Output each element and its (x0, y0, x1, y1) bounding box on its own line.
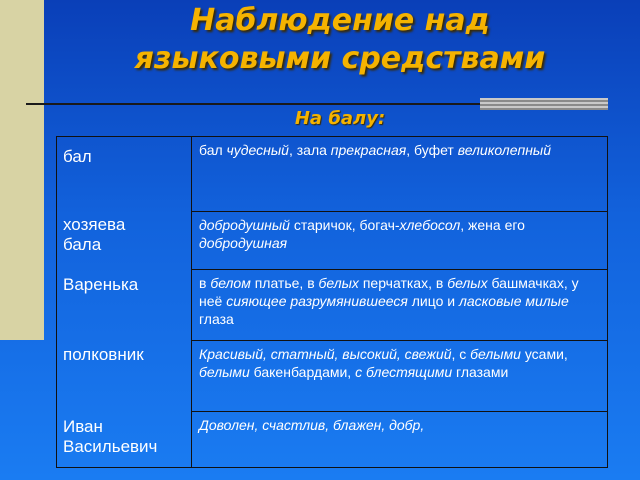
cell-description-ball (192, 137, 607, 212)
cell-character-colonel: полковник (63, 345, 144, 364)
description-text: Красивый, статный, высокий, свежий, с белыми усами, белыми бакенбардами, с блестящими глазами (199, 346, 568, 380)
observation-table (56, 136, 608, 468)
cell-character-ball: бал (63, 147, 92, 166)
description-text: добродушный старичок, богач-хлебосол, жена его добродушная (199, 217, 525, 251)
cell-description-varenka (192, 270, 607, 341)
slide-subtitle: На балу: (294, 108, 386, 129)
description-text: бал чудесный, зала прекрасная, буфет великолепный (199, 142, 551, 158)
cell-description-colonel (192, 341, 607, 412)
cell-character-hosts (63, 215, 189, 255)
description-text: в белом платье, в белых перчатках, в белых башмачках, у неё сияющее разрумянившееся лицо и ласковые милые глаза (199, 275, 579, 327)
cell-line: Васильевич (63, 437, 158, 456)
cell-description-hosts (192, 212, 607, 270)
slide-title (60, 2, 620, 78)
divider-stripes (480, 98, 608, 110)
cell-line: бала (63, 235, 102, 254)
decorative-side-bar (0, 0, 44, 340)
title-line-2: языковыми средствами (134, 41, 546, 76)
title-line-1: Наблюдение над (190, 3, 490, 38)
cell-line: Иван (63, 417, 103, 436)
characters-column (57, 137, 192, 467)
cell-description-ivan (192, 412, 607, 467)
description-text: Доволен, счастлив, блажен, добр, (199, 417, 425, 433)
cell-character-varenka: Варенька (63, 275, 139, 294)
cell-line: хозяева (63, 215, 126, 234)
cell-character-ivan (63, 417, 189, 457)
